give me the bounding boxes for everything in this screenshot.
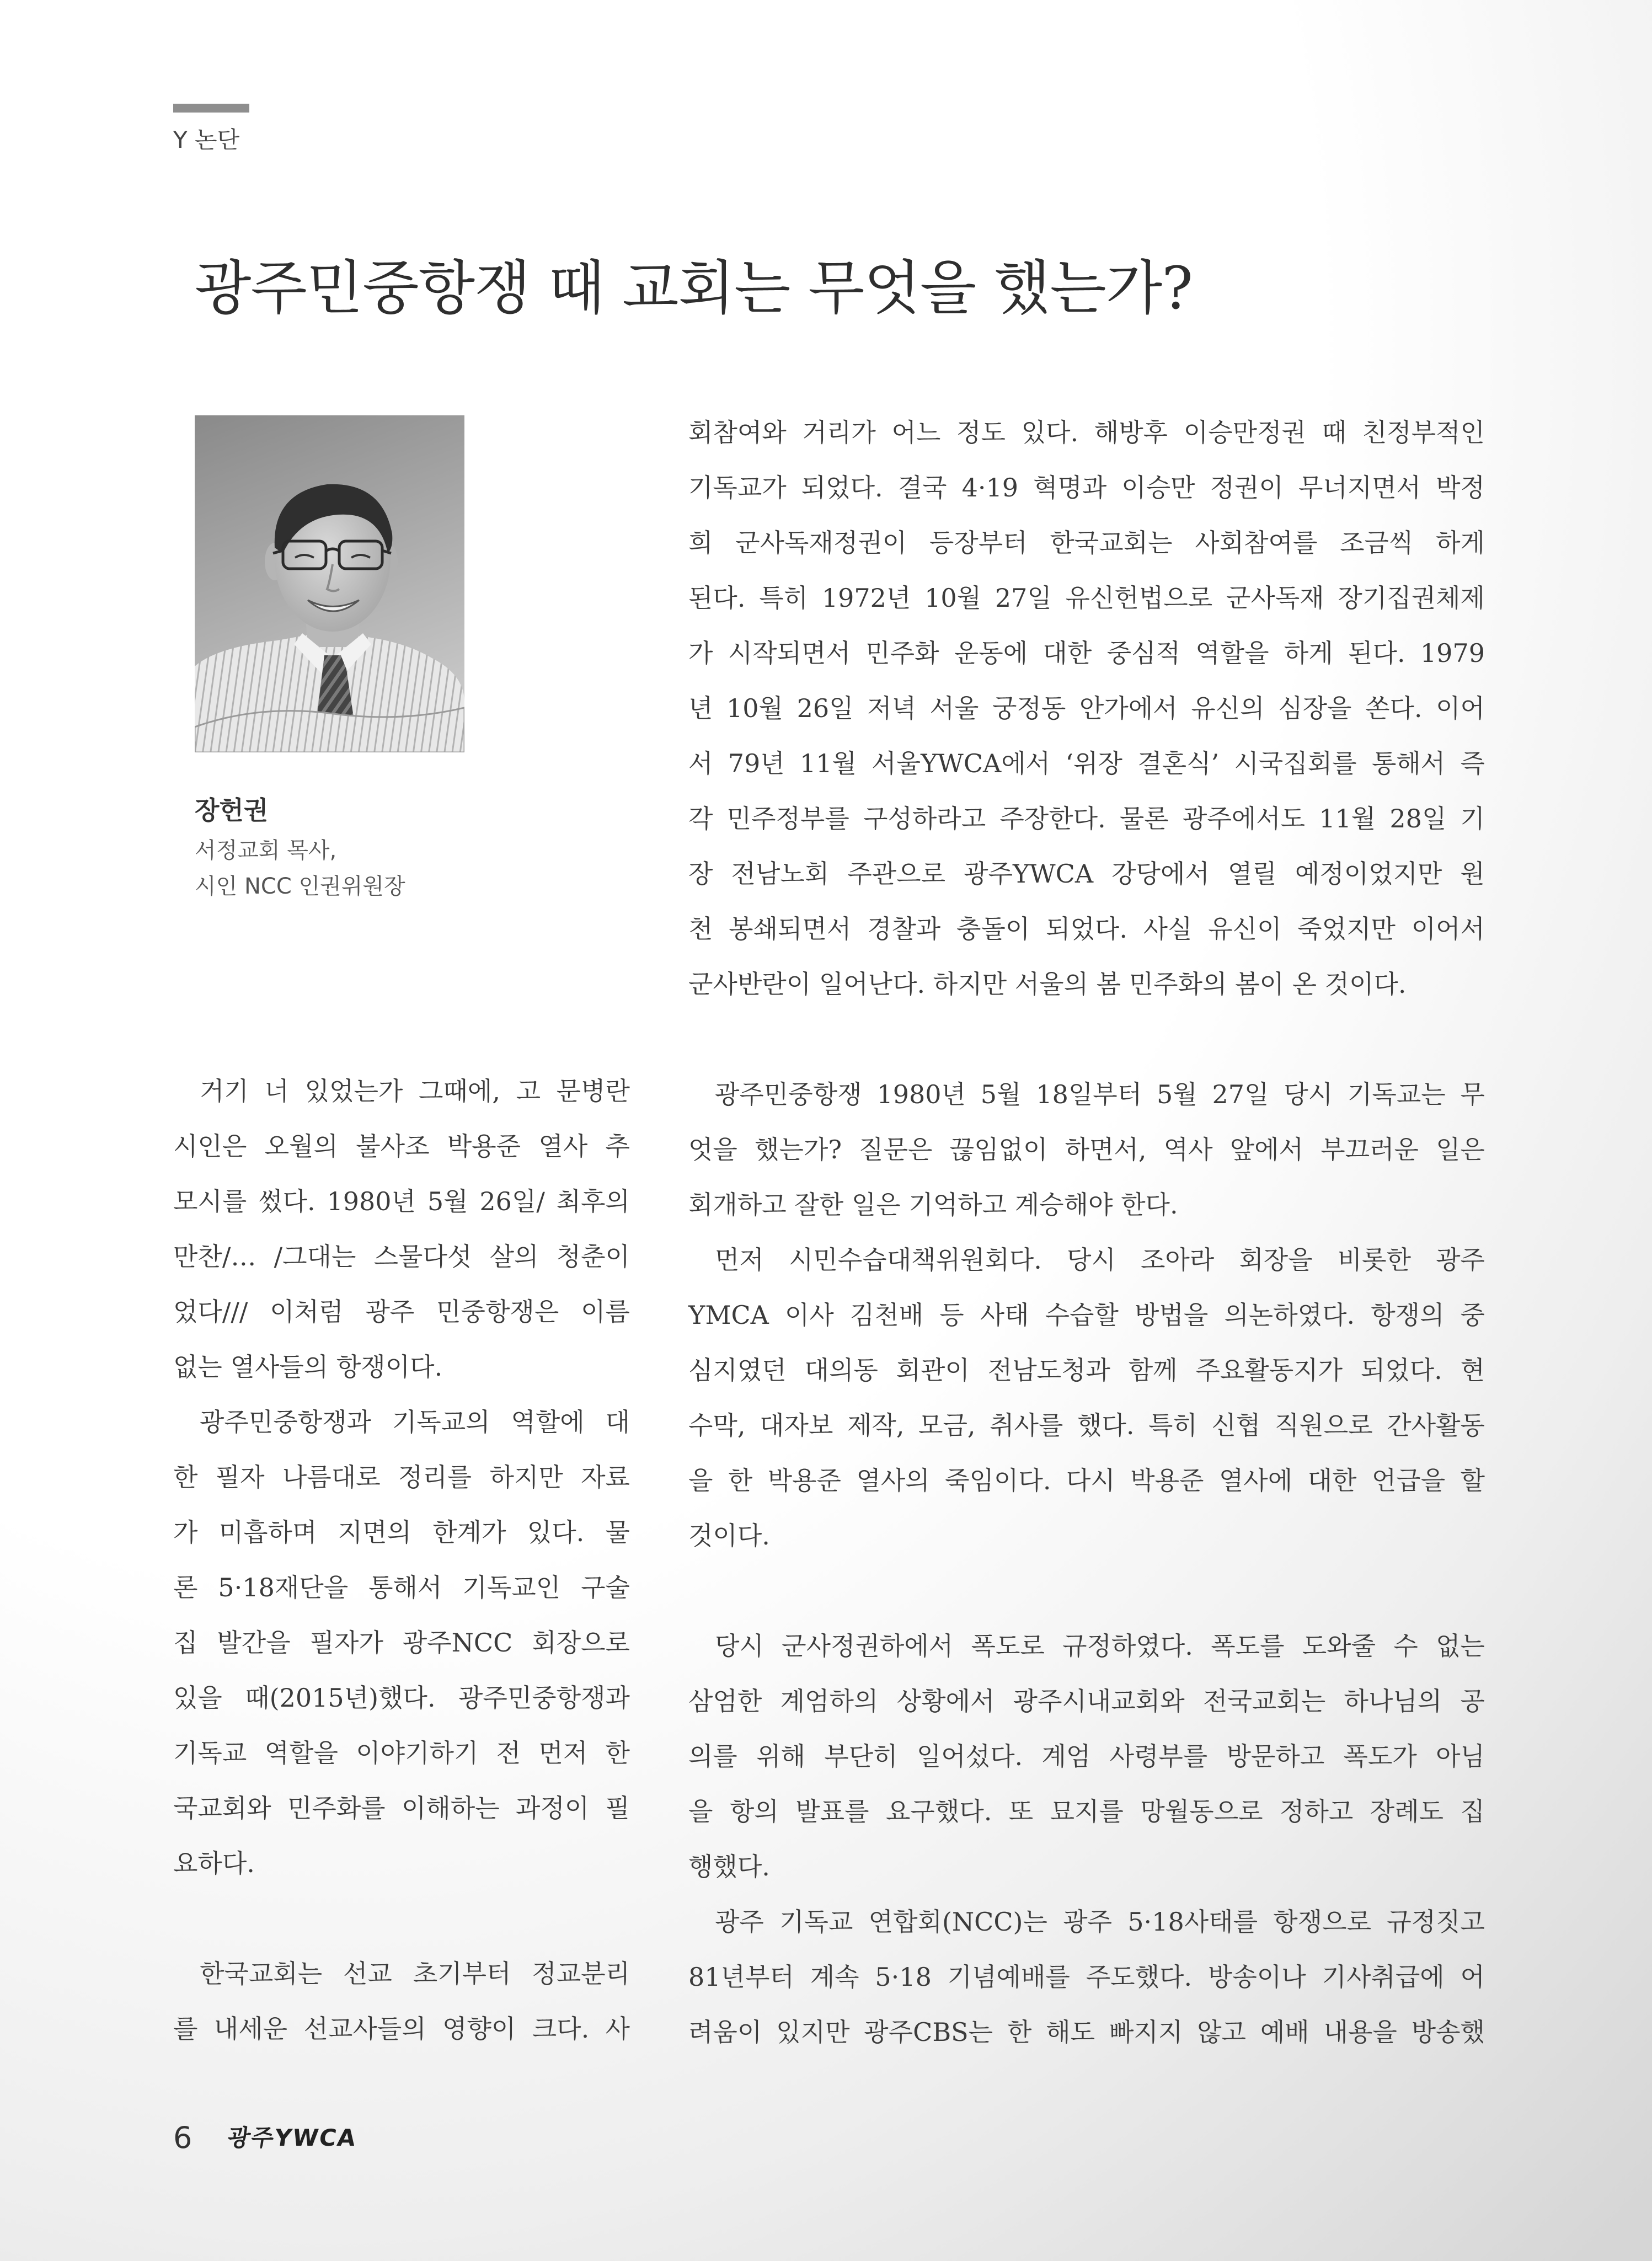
page-number: 6 bbox=[173, 2120, 193, 2155]
body-text-line: 려움이 있지만 광주CBS는 한 해도 빠지지 않고 예배 내용을 방송했 bbox=[688, 2017, 1485, 2047]
body-text-line: 것이다. bbox=[688, 1521, 770, 1551]
body-text-line: 엇을 했는가? 질문은 끊임없이 하면서, 역사 앞에서 부끄러운 일은 bbox=[688, 1135, 1485, 1164]
body-text-line: 시인은 오월의 불사조 박용준 열사 추 bbox=[173, 1131, 630, 1161]
body-text-line: 먼저 시민수습대책위원회다. 당시 조아라 회장을 비롯한 광주 bbox=[715, 1245, 1485, 1275]
body-text-line: 요하다. bbox=[173, 1848, 255, 1878]
body-text-line: 가 시작되면서 민주화 운동에 대한 중심적 역할을 하게 된다. 1979 bbox=[688, 638, 1485, 668]
body-text-line: 광주민중항쟁과 기독교의 역할에 대 bbox=[200, 1407, 630, 1437]
author-photo bbox=[195, 415, 464, 752]
author-affiliation: 서정교회 목사, bbox=[195, 838, 337, 863]
body-text-line: 행했다. bbox=[688, 1852, 770, 1882]
body-text-line: 각 민주정부를 구성하라고 주장한다. 물론 광주에서도 11월 28일 기 bbox=[688, 804, 1485, 833]
body-text-line: 있을 때(2015년)했다. 광주민중항쟁과 bbox=[173, 1683, 630, 1713]
paragraph bbox=[688, 405, 1485, 1012]
body-text-line: 희 군사독재정권이 등장부터 한국교회는 사회참여를 조금씩 하게 bbox=[688, 528, 1485, 558]
paragraph bbox=[688, 1067, 1485, 1232]
body-text-line: 장 전남노회 주관으로 광주YWCA 강당에서 열릴 예정이었지만 원 bbox=[688, 859, 1485, 889]
paragraph-spacer bbox=[173, 1891, 630, 1946]
body-text-line: 광주 기독교 연합회(NCC)는 광주 5·18사태를 항쟁으로 규정짓고 bbox=[715, 1907, 1485, 1937]
body-text-line: 모시를 썼다. 1980년 5월 26일/ 최후의 bbox=[173, 1186, 630, 1216]
body-text-line: 군사반란이 일어난다. 하지만 서울의 봄 민주화의 봄이 온 것이다. bbox=[688, 969, 1407, 999]
paragraph-spacer bbox=[688, 1563, 1485, 1618]
paragraph bbox=[688, 1894, 1485, 2060]
left-column bbox=[173, 1063, 630, 2056]
body-text-line: 없는 열사들의 항쟁이다. bbox=[173, 1352, 443, 1382]
body-text-line: 의를 위해 부단히 일어섰다. 계엄 사령부를 방문하고 폭도가 아님 bbox=[688, 1741, 1485, 1771]
body-text-line: 집 발간을 필자가 광주NCC 회장으로 bbox=[173, 1628, 630, 1658]
body-text-line: 국교회와 민주화를 이해하는 과정이 필 bbox=[173, 1793, 630, 1823]
article-title: 광주민중항쟁 때 교회는 무엇을 했는가? bbox=[195, 254, 1193, 322]
paragraph bbox=[173, 1394, 630, 1891]
section-marker-bar bbox=[173, 104, 249, 113]
body-text-line: 한국교회는 선교 초기부터 정교분리 bbox=[200, 1959, 630, 1989]
author-portrait bbox=[195, 415, 464, 752]
body-text-line: 가 미흡하며 지면의 한계가 있다. 물 bbox=[173, 1517, 630, 1547]
body-text-line: 서 79년 11월 서울YWCA에서 ‘위장 결혼식’ 시국집회를 통해서 즉 bbox=[688, 749, 1485, 778]
body-text-line: 년 10월 26일 저녁 서울 궁정동 안가에서 유신의 심장을 쏜다. 이어 bbox=[688, 693, 1485, 723]
paragraph bbox=[173, 1946, 630, 2056]
section-label: Y 논단 bbox=[173, 126, 240, 153]
body-text-line: 된다. 특히 1972년 10월 27일 유신헌법으로 군사독재 장기집권체제 bbox=[688, 583, 1485, 613]
body-text-line: YMCA 이사 김천배 등 사태 수습할 방법을 의논하였다. 항쟁의 중 bbox=[688, 1300, 1485, 1330]
body-text-line: 심지였던 대의동 회관이 전남도청과 함께 주요활동지가 되었다. 현 bbox=[688, 1355, 1485, 1385]
body-text-line: 광주민중항쟁 1980년 5월 18일부터 5월 27일 당시 기독교는 무 bbox=[715, 1079, 1485, 1109]
body-text-line: 수막, 대자보 제작, 모금, 취사를 했다. 특히 신협 직원으로 간사활동 bbox=[688, 1410, 1485, 1440]
body-text-line: 었다/// 이처럼 광주 민중항쟁은 이름 bbox=[173, 1297, 630, 1327]
publication-logo: 광주YWCA bbox=[226, 2124, 359, 2151]
paragraph-spacer bbox=[688, 1012, 1485, 1067]
body-text-line: 삼엄한 계엄하의 상황에서 광주시내교회와 전국교회는 하나님의 공 bbox=[688, 1686, 1485, 1716]
body-text-line: 회개하고 잘한 일은 기억하고 계승해야 한다. bbox=[688, 1190, 1178, 1220]
paragraph bbox=[688, 1232, 1485, 1563]
paragraph bbox=[688, 1618, 1485, 1894]
body-text-line: 한 필자 나름대로 정리를 하지만 자료 bbox=[173, 1462, 630, 1492]
body-text-line: 당시 군사정권하에서 폭도로 규정하였다. 폭도를 도와줄 수 없는 bbox=[715, 1631, 1485, 1661]
author-position: 시인 NCC 인권위원장 bbox=[195, 874, 405, 899]
body-text-line: 천 봉쇄되면서 경찰과 충돌이 되었다. 사실 유신이 죽었지만 이어서 bbox=[688, 914, 1485, 944]
body-text-line: 기독교 역할을 이야기하기 전 먼저 한 bbox=[173, 1738, 630, 1768]
body-text-line: 81년부터 계속 5·18 기념예배를 주도했다. 방송이나 기사취급에 어 bbox=[688, 1962, 1485, 1992]
body-text-line: 론 5·18재단을 통해서 기독교인 구술 bbox=[173, 1573, 630, 1602]
body-text-line: 를 내세운 선교사들의 영향이 크다. 사 bbox=[173, 2014, 630, 2044]
body-text-line: 거기 너 있었는가 그때에, 고 문병란 bbox=[200, 1076, 630, 1106]
body-text-line: 을 항의 발표를 요구했다. 또 묘지를 망월동으로 정하고 장례도 집 bbox=[688, 1797, 1485, 1826]
body-text-line: 을 한 박용준 열사의 죽임이다. 다시 박용준 열사에 대한 언급을 할 bbox=[688, 1466, 1485, 1495]
body-text-line: 회참여와 거리가 어느 정도 있다. 해방후 이승만정권 때 친정부적인 bbox=[688, 418, 1485, 447]
right-column bbox=[688, 405, 1485, 2060]
body-text-line: 만찬/… /그대는 스물다섯 살의 청춘이 bbox=[173, 1242, 630, 1271]
body-text-line: 기독교가 되었다. 결국 4·19 혁명과 이승만 정권이 무너지면서 박정 bbox=[688, 473, 1485, 503]
paragraph bbox=[173, 1063, 630, 1394]
author-name: 장헌권 bbox=[195, 795, 269, 825]
